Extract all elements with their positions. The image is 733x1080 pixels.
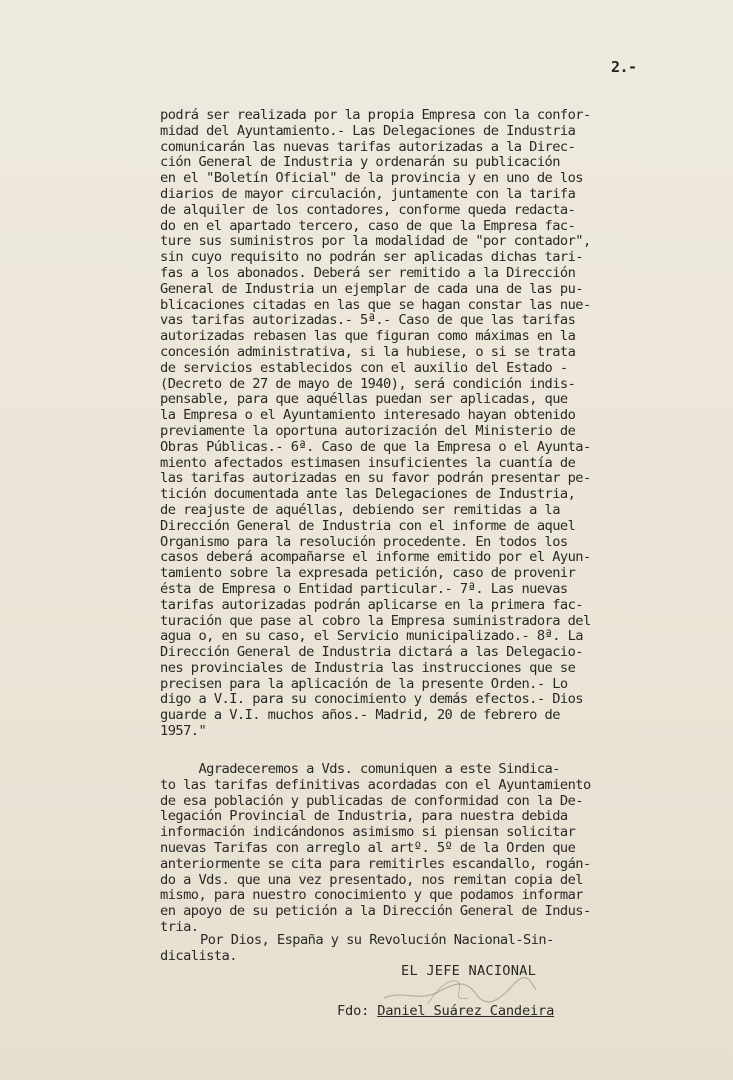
body-text-line: fas a los abonados. Deberá ser remitido a la Dirección <box>160 264 576 281</box>
body-text-line: ción General de Industria y ordenarán su publicación <box>160 154 560 171</box>
body-text-line: Dirección General de Industria con el informe de aquel <box>160 517 576 534</box>
body-text-line: precisen para la aplicación de la presente Orden.- Lo <box>160 675 568 692</box>
signed-by-line <box>337 1003 554 1019</box>
body-text-line: comunicarán las nuevas tarifas autorizadas a la Direc- <box>160 138 576 155</box>
body-text-line: previamente la oportuna autorización del Ministerio de <box>160 422 576 439</box>
signatory-name: Daniel Suárez Candeira <box>377 1003 555 1019</box>
body-text-line: la Empresa o el Ayuntamiento interesado hayan obtenido <box>160 407 576 424</box>
body-text-line: tamiento sobre la expresada petición, caso de provenir <box>160 565 576 582</box>
closing-text-line: do a Vds. que una vez presentado, nos remitan copia del <box>160 871 583 888</box>
body-text-line: do en el apartado tercero, caso de que la Empresa fac- <box>160 217 576 234</box>
signed-prefix: Fdo: <box>337 1003 370 1019</box>
body-text-line: Organismo para la resolución procedente. En todos los <box>160 533 568 550</box>
body-text-line: podrá ser realizada por la propia Empresa con la confor- <box>160 107 591 123</box>
body-text-line: digo a V.I. para su conocimiento y demás efectos.- Dios <box>160 691 583 708</box>
body-text-line: agua o, en su caso, el Servicio municipalizado.- 8ª. La <box>160 628 583 645</box>
body-text-line: miento afectados estimasen insuficientes la cuantía de <box>160 454 576 471</box>
body-text-line: autorizadas rebasen las que figuran como máximas en la <box>160 328 576 345</box>
body-text-line: tarifas autorizadas podrán aplicarse en la primera fac- <box>160 596 583 613</box>
body-text-line: 1957." <box>160 723 207 740</box>
body-text-line: (Decreto de 27 de mayo de 1940), será condición indis- <box>160 375 576 392</box>
salutation-line: Por Dios, España y su Revolución Nacional-Sin- <box>200 932 554 948</box>
closing-text-line: tria. <box>160 918 199 935</box>
closing-text-line: información indicándonos asimismo si piensan solicitar <box>160 824 576 841</box>
closing-text-line: de esa población y publicadas de conformidad con la De- <box>160 792 583 809</box>
body-text-line: las tarifas autorizadas en su favor podrán presentar pe- <box>160 470 591 487</box>
body-text-line: de reajuste de aquéllas, debiendo ser remitidas a la <box>160 501 560 518</box>
body-text-line: sin cuyo requisito no podrán ser aplicadas dichas tari- <box>160 249 583 266</box>
signatory-title: EL JEFE NACIONAL <box>401 963 537 979</box>
closing-salutation <box>200 933 554 949</box>
closing-text-line: legación Provincial de Industria, para nuestra debida <box>160 808 568 825</box>
closing-text-line: nuevas Tarifas con arreglo al artº. 5º de la Orden que <box>160 839 576 856</box>
body-text-line: General de Industria un ejemplar de cada una de las pu- <box>160 280 583 297</box>
body-text-line: casos deberá acompañarse el informe emitido por el Ayun- <box>160 549 591 566</box>
body-text-line: guarde a V.I. muchos años.- Madrid, 20 de febrero de <box>160 707 560 724</box>
body-text-line: Obras Públicas.- 6ª. Caso de que la Empresa o el Ayunta- <box>160 438 591 455</box>
closing-text-line: anteriormente se cita para remitirles escandallo, rogán- <box>160 855 591 872</box>
body-text-line: nes provinciales de Industria las instrucciones que se <box>160 659 576 676</box>
body-text-line: de alquiler de los contadores, conforme queda redacta- <box>160 201 576 218</box>
body-text-line: pensable, para que aquéllas puedan ser aplicadas, que <box>160 391 568 408</box>
closing-text-line: mismo, para nuestro conocimiento y que podamos informar <box>160 887 583 904</box>
salutation-continuation: dicalista. <box>160 948 237 964</box>
body-text-line: blicaciones citadas en las que se hagan constar las nue- <box>160 296 591 313</box>
body-text-line: ture sus suministros por la modalidad de "por contador", <box>160 233 591 250</box>
body-text-line: diarios de mayor circulación, juntamente con la tarifa <box>160 185 576 202</box>
closing-paragraph <box>160 762 720 936</box>
body-text-line: de servicios establecidos con el auxilio del Estado - <box>160 359 568 376</box>
body-text-line: ésta de Empresa o Entidad particular.- 7ª. Las nuevas <box>160 580 568 597</box>
page-number: 2.- <box>611 58 637 76</box>
body-text-line: vas tarifas autorizadas.- 5ª.- Caso de que las tarifas <box>160 312 576 329</box>
body-text-line: concesión administrativa, si la hubiese, o si se trata <box>160 343 576 360</box>
closing-text-line: to las tarifas definitivas acordadas con el Ayuntamiento <box>160 776 591 793</box>
body-text-line: turación que pase al cobro la Empresa suministradora del <box>160 612 591 629</box>
body-text-line: midad del Ayuntamiento.- Las Delegaciones de Industria <box>160 122 576 139</box>
body-text-line: en el "Boletín Oficial" de la provincia y en uno de los <box>160 170 583 187</box>
closing-text-line: Agradeceremos a Vds. comuniquen a este Sindica- <box>160 761 560 777</box>
body-text-line: Dirección General de Industria dictará a las Delegacio- <box>160 644 583 661</box>
letter-body <box>160 108 720 740</box>
body-text-line: tición documentada ante las Delegaciones de Industria, <box>160 486 576 503</box>
closing-text-line: en apoyo de su petición a la Dirección General de Indus- <box>160 903 591 920</box>
